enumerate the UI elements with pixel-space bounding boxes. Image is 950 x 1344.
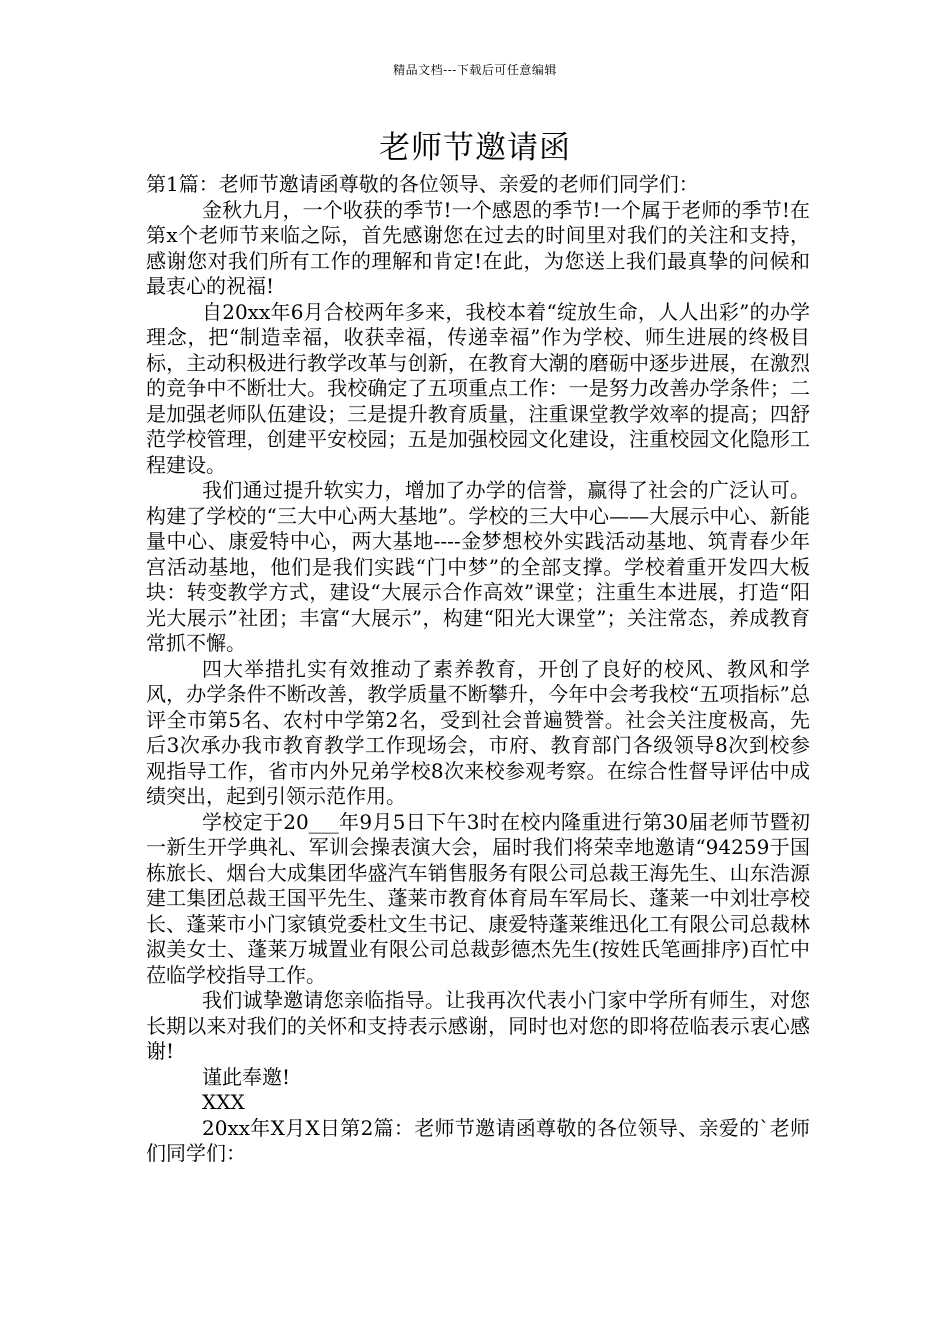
paragraph-4: 我们通过提升软实力，增加了办学的信誉，赢得了社会的广泛认可。构建了学校的“三大中心两大基地”。学校的三大中心——大展示中心、新能量中心、康爱特中心，两大基地----金梦想校外实践活动基地、筑青春少年宫活动基地，他们是我们实践“门中梦”的全部支撑。学校着重开发四大板块：转变教学方式，建设“大展示合作高效”课堂；注重生本进展，打造“阳光大展示”社团；丰富“大展示”，构建“阳光大课堂”；关注常态，养成教育常抓不懈。 — [146, 478, 810, 655]
page-header: 精品文档---下载后可任意编辑 — [393, 63, 557, 77]
paragraph-2: 金秋九月，一个收获的季节!一个感恩的季节!一个属于老师的季节!在第x个老师节来临之际，首先感谢您在过去的时间里对我们的关注和支持，感谢您对我们所有工作的理解和肯定!在此，为您送上我们最真挚的问候和最衷心的祝福! — [146, 197, 810, 298]
paragraph-9: XXX — [202, 1090, 245, 1114]
paragraph-10: 20xx年X月X日第2篇：老师节邀请函尊敬的各位领导、亲爱的`老师们同学们： — [146, 1115, 810, 1165]
paragraph-6: 学校定于20___年9月5日下午3时在校内隆重进行第30届老师节暨初一新生开学典礼、军训会操表演大会，届时我们将荣幸地邀请“94259于国栋旅长、烟台大成集团华盛汽车销售服务有限公司总裁王海先生、山东浩源建工集团总裁王国平先生、蓬莱市教育体育局车军局长、蓬莱一中刘壮亭校长、蓬莱市小门家镇党委杜文生书记、康爱特蓬莱维迅化工有限公司总裁林淑美女士、蓬莱万城置业有限公司总裁彭德杰先生(按姓氏笔画排序)百忙中莅临学校指导工作。 — [146, 809, 810, 987]
paragraph-7: 我们诚挚邀请您亲临指导。让我再次代表小门家中学所有师生，对您长期以来对我们的关怀和支持表示感谢，同时也对您的即将莅临表示衷心感谢! — [146, 988, 810, 1063]
document-body — [146, 172, 810, 1167]
paragraph-3: 自20xx年6月合校两年多来，我校本着“绽放生命，人人出彩”的办学理念，把“制造幸福，收获幸福，传递幸福”作为学校、师生进展的终极目标，主动积极进行教学改革与创新，在教育大潮的磨砺中逐步进展，在激烈的竞争中不断壮大。我校确定了五项重点工作：一是努力改善办学条件；二是加强老师队伍建设；三是提升教育质量，注重课堂教学效率的提高；四舒范学校管理，创建平安校园；五是加强校园文化建设，注重校园文化隐形工程建设。 — [146, 299, 810, 477]
document-title: 老师节邀请函 — [379, 130, 571, 166]
paragraph-8: 谨此奉邀! — [202, 1064, 291, 1089]
paragraph-5: 四大举措扎实有效推动了素养教育，开创了良好的校风、教风和学风，办学条件不断改善，教学质量不断攀升，今年中会考我校“五项指标”总评全市第5名、农村中学第2名，受到社会普遍赞誉。社会关注度极高，先后3次承办我市教育教学工作现场会，市府、教育部门各级领导8次到校参观指导工作，省市内外兄弟学校8次来校参观考察。在综合性督导评估中成绩突出，起到引领示范作用。 — [146, 656, 810, 808]
paragraph-1: 第1篇：老师节邀请函尊敬的各位领导、亲爱的老师们同学们： — [146, 172, 699, 196]
